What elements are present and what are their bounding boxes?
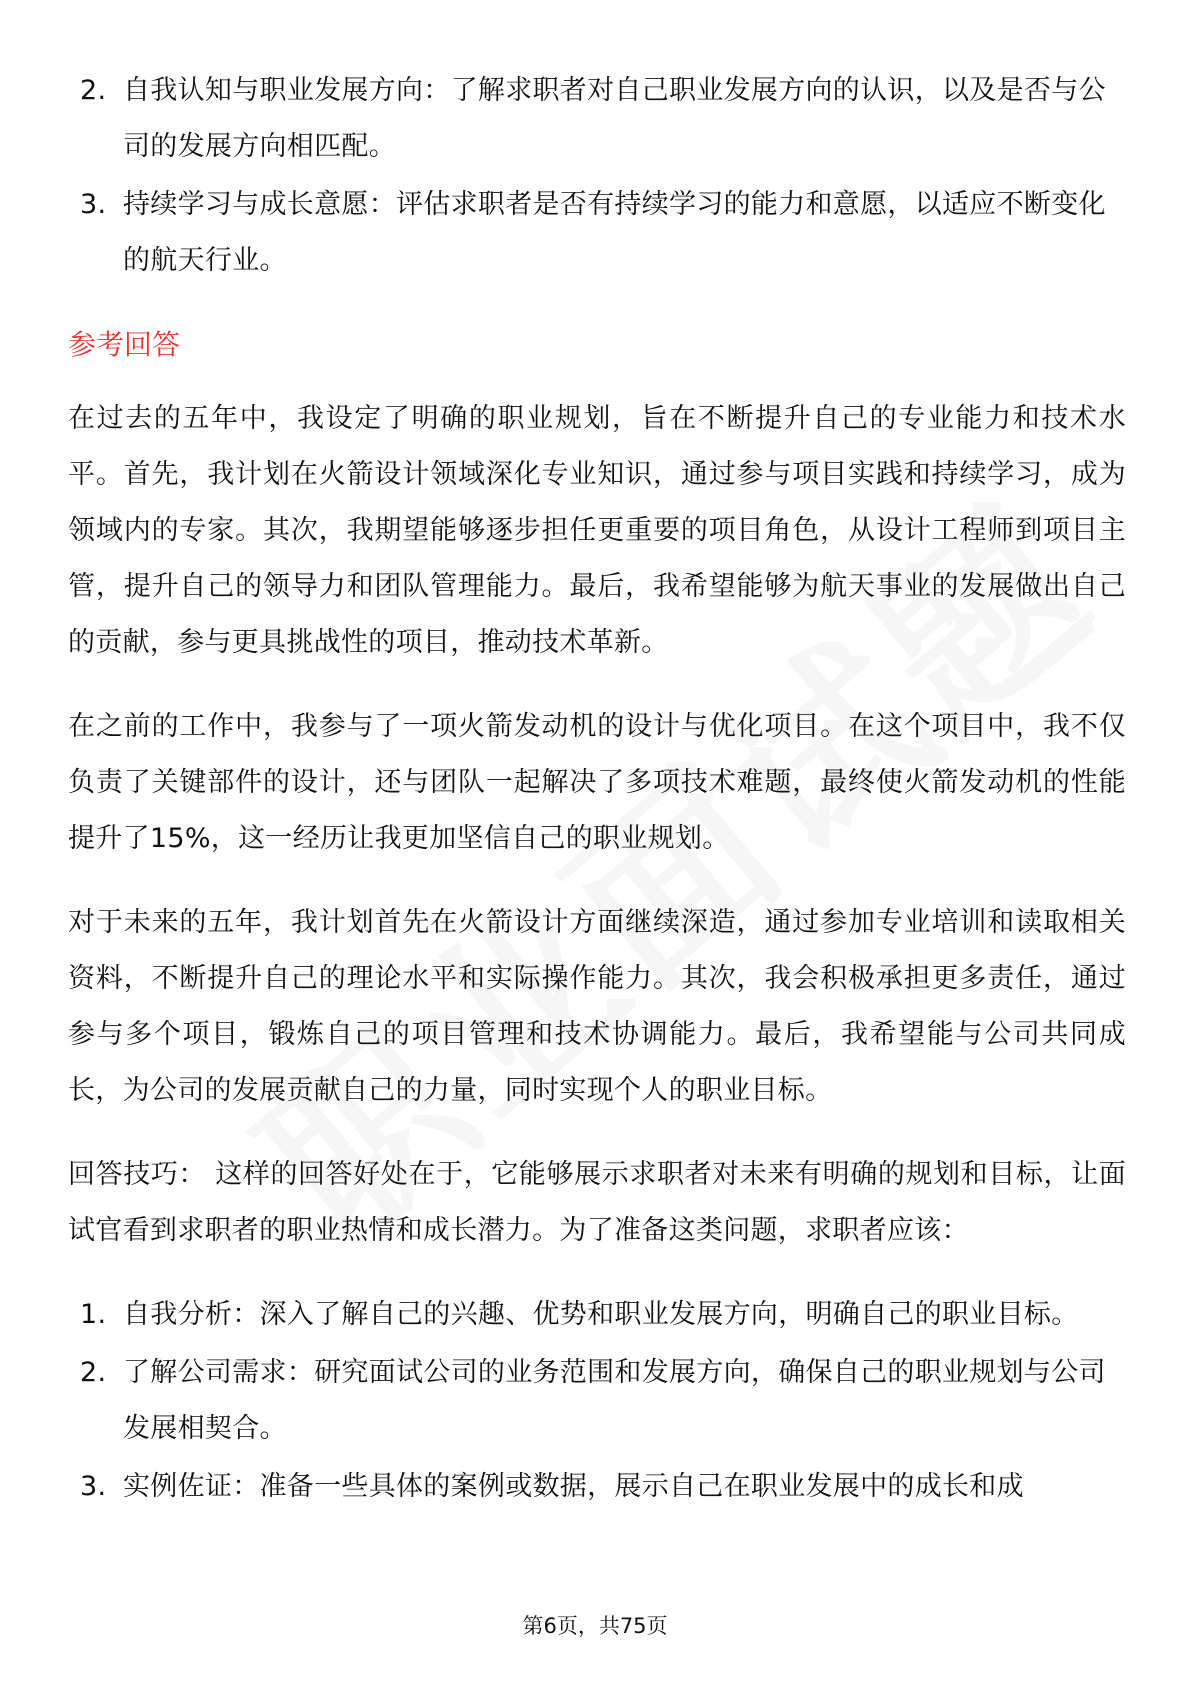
paragraph-2: 在之前的工作中，我参与了一项火箭发动机的设计与优化项目。在这个项目中，我不仅负责了关键部件的设计，还与团队一起解决了多项技术难题，最终使火箭发动机的性能提升了15%，这一经历让我更加坚信自己的职业规划。 — [68, 711, 1126, 854]
list-item-text: 实例佐证：准备一些具体的案例或数据，展示自己在职业发展中的成长和成 — [123, 1471, 1024, 1502]
page-number-footer: 第6页，共75页 — [522, 1614, 668, 1638]
list-item-number: 2. — [80, 1357, 107, 1388]
list-item-text: 了解公司需求：研究面试公司的业务范围和发展方向，确保自己的职业规划与公司发展相契合。 — [123, 1357, 1106, 1444]
list-item-text: 自我分析：深入了解自己的兴趣、优势和职业发展方向，明确自己的职业目标。 — [123, 1299, 1079, 1330]
list-item-number: 3. — [80, 189, 107, 220]
list-item — [68, 1459, 1126, 1515]
answer-tips-paragraph: 回答技巧： 这样的回答好处在于，它能够展示求职者对未来有明确的规划和目标，让面试官看到求职者的职业热情和成长潜力。为了准备这类问题，求职者应该： — [68, 1159, 1126, 1246]
list-item-number: 1. — [80, 1299, 107, 1330]
bottom-numbered-list — [68, 1287, 1126, 1515]
list-item — [68, 1345, 1126, 1457]
list-item-number: 3. — [80, 1471, 107, 1502]
top-numbered-list — [68, 63, 1126, 289]
paragraph-3: 对于未来的五年，我计划首先在火箭设计方面继续深造，通过参加专业培训和读取相关资料，不断提升自己的理论水平和实际操作能力。其次，我会积极承担更多责任，通过参与多个项目，锻炼自己的项目管理和技术协调能力。最后，我希望能与公司共同成长，为公司的发展贡献自己的力量，同时实现个人的职业目标。 — [68, 907, 1126, 1106]
list-item — [68, 177, 1126, 289]
list-item-number: 2. — [80, 75, 107, 106]
list-item-text: 持续学习与成长意愿：评估求职者是否有持续学习的能力和意愿，以适应不断变化的航天行业。 — [123, 189, 1106, 276]
list-item — [68, 1287, 1126, 1343]
page-content — [68, 63, 1126, 1517]
paragraph-1: 在过去的五年中，我设定了明确的职业规划，旨在不断提升自己的专业能力和技术水平。首先，我计划在火箭设计领域深化专业知识，通过参与项目实践和持续学习，成为领域内的专家。其次，我期望能够逐步担任更重要的项目角色，从设计工程师到项目主管，提升自己的领导力和团队管理能力。最后，我希望能够为航天事业的发展做出自己的贡献，参与更具挑战性的项目，推动技术革新。 — [68, 403, 1126, 658]
section-title: 参考回答 — [68, 328, 181, 361]
list-item-text: 自我认知与职业发展方向：了解求职者对自己职业发展方向的认识，以及是否与公司的发展方向相匹配。 — [123, 75, 1106, 162]
list-item — [68, 63, 1126, 175]
